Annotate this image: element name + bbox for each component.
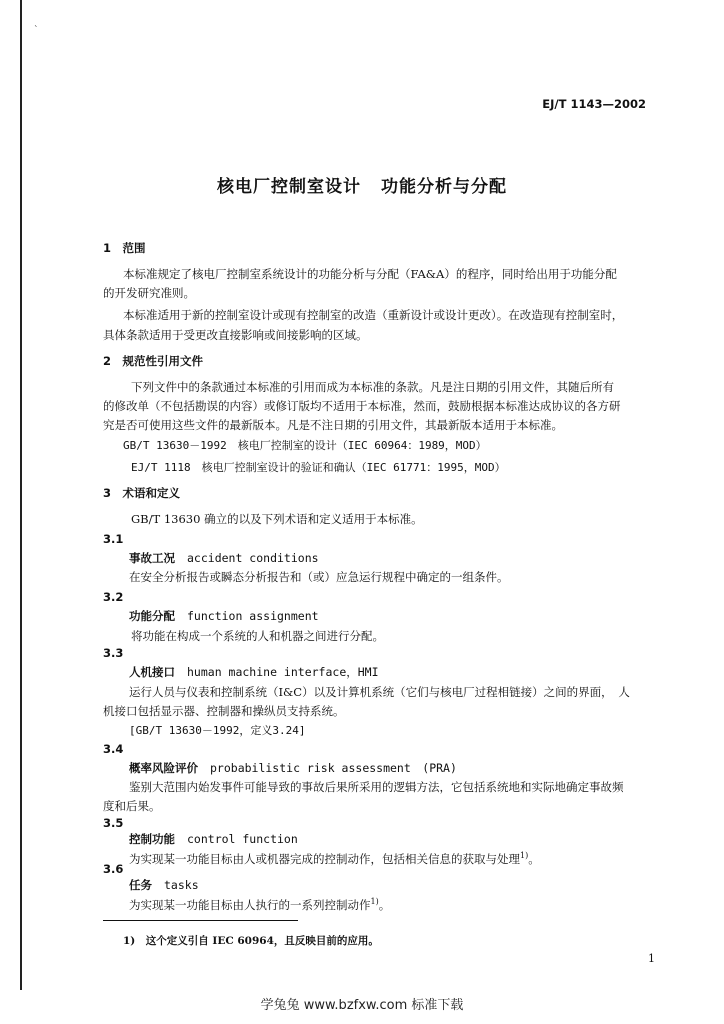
watermark-link: 学兔兔 www.bzfxw.com 标准下载 (260, 998, 464, 1013)
term-3-6-title (129, 877, 199, 893)
term-3-5-definition (129, 846, 540, 869)
s2-reference-2: EJ/T 1118 核电厂控制室设计的验证和确认（IEC 61771：1995，MOD） (131, 461, 506, 474)
term-3-2-cn: 功能分配 (129, 609, 175, 623)
footnote-divider (103, 920, 298, 921)
document-title (0, 172, 724, 197)
s2-reference-1: GB/T 13630－1992 核电厂控制室的设计（IEC 60964：1989，MOD） (123, 439, 487, 452)
term-3-2-title (129, 608, 319, 624)
term-3-6-def-end: 。 (378, 897, 391, 912)
term-3-3-title (129, 664, 379, 680)
term-3-5-def-text: 为实现某一功能目标由人或机器完成的控制动作，包括相关信息的获取与处理 (129, 851, 520, 866)
term-3-4-definition-line2: 度和后果。 (103, 799, 161, 813)
term-3-5-footnote-mark: 1) (520, 851, 529, 860)
term-3-2-number: 3.2 (103, 590, 124, 604)
term-3-3-number: 3.3 (103, 646, 124, 660)
s3-intro: GB/T 13630 确立的以及下列术语和定义适用于本标准。 (131, 512, 423, 526)
term-3-5-cn: 控制功能 (129, 832, 175, 846)
term-3-6-cn: 任务 (129, 878, 152, 892)
term-3-6-number: 3.6 (103, 862, 124, 876)
term-3-1-title (129, 550, 319, 566)
term-3-4-definition-line1: 鉴别大范围内始发事件可能导致的事故后果所采用的逻辑方法，它包括系统地和实际地确定事故频 (129, 780, 624, 794)
s2-p1-line2: 的修改单（不包括勘误的内容）或修订版均不适用于本标准，然而，鼓励根据本标准达成协议的各方研 (103, 399, 621, 413)
term-3-6-footnote-mark: 1) (370, 897, 379, 906)
term-3-3-cn: 人机接口 (129, 665, 175, 679)
footnote: 1) 这个定义引自 IEC 60964，且反映目前的应用。 (123, 935, 379, 947)
term-3-5-en: control function (187, 832, 298, 846)
s1-p1-line2: 的开发研究准则。 (103, 286, 195, 300)
term-3-2-en: function assignment (187, 609, 319, 623)
term-3-1-definition: 在安全分析报告或瞬态分析报告和（或）应急运行规程中确定的一组条件。 (129, 570, 509, 584)
term-3-5-number: 3.5 (103, 816, 124, 830)
term-3-6-definition (129, 892, 390, 915)
s1-p2-line1: 本标准适用于新的控制室设计或现有控制室的改造（重新设计或设计更改）。在改造现有控制室时， (123, 308, 624, 322)
s2-p1-line3: 究是否可使用这些文件的最新版本。凡是不注日期的引用文件，其最新版本适用于本标准。 (103, 418, 563, 432)
s1-p2-line2: 具体条款适用于受更改直接影响或间接影响的区域。 (103, 328, 368, 342)
term-3-1-en: accident conditions (187, 551, 319, 565)
term-3-3-definition-line1: 运行人员与仪表和控制系统（I&C）以及计算机系统（它们与核电厂过程相链接）之间的界面， 人 (129, 685, 630, 699)
term-3-4-cn: 概率风险评价 (129, 761, 198, 775)
title-part2: 功能分析与分配 (381, 177, 507, 197)
scan-speck: ˋ (34, 26, 39, 36)
section-3-heading: 3 术语和定义 (103, 486, 181, 500)
scan-edge-line (20, 0, 22, 990)
term-3-1-cn: 事故工况 (129, 551, 175, 565)
term-3-4-title (129, 760, 457, 776)
term-3-4-number: 3.4 (103, 742, 124, 756)
term-3-2-definition: 将功能在构成一个系统的人和机器之间进行分配。 (131, 629, 384, 643)
document-code: EJ/T 1143—2002 (542, 97, 646, 111)
term-3-5-title (129, 831, 298, 847)
title-part1: 核电厂控制室设计 (217, 177, 361, 197)
term-3-6-en: tasks (164, 878, 199, 892)
term-3-3-en: human machine interface，HMI (187, 665, 379, 679)
term-3-4-en: probabilistic risk assessment (PRA) (210, 761, 457, 775)
term-3-5-def-end: 。 (528, 851, 540, 866)
term-3-1-number: 3.1 (103, 532, 124, 546)
s2-p1-line1: 下列文件中的条款通过本标准的引用而成为本标准的条款。凡是注日期的引用文件，其随后所有 (131, 380, 614, 394)
s1-p1-line1: 本标准规定了核电厂控制室系统设计的功能分析与分配（FA&A）的程序，同时给出用于功能分配 (123, 267, 617, 281)
term-3-3-source: [GB/T 13630－1992，定义3.24] (129, 724, 306, 737)
section-1-heading: 1 范围 (103, 241, 146, 255)
page-number: 1 (648, 952, 655, 965)
section-2-heading: 2 规范性引用文件 (103, 354, 204, 368)
term-3-3-definition-line2: 机接口包括显示器、控制器和操纵员支持系统。 (103, 704, 345, 718)
term-3-6-def-text: 为实现某一功能目标由人执行的一系列控制动作 (129, 897, 371, 912)
